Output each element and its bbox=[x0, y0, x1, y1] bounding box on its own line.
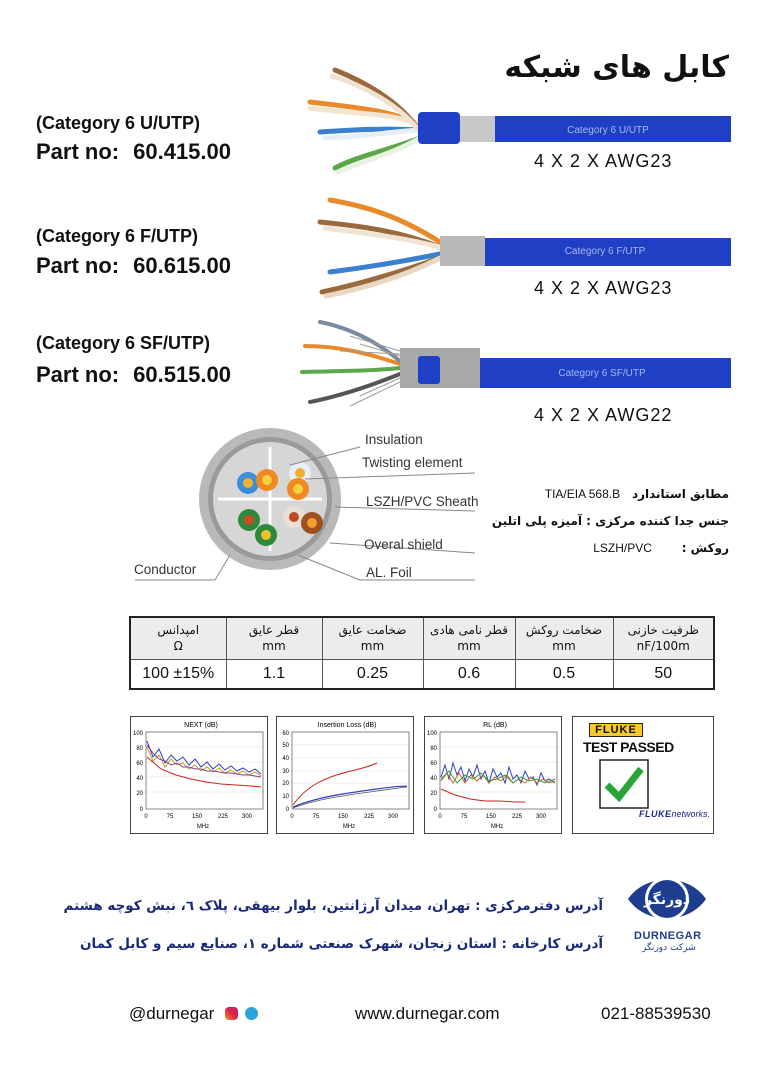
cable-2-image bbox=[290, 192, 740, 302]
address-office: آدرس دفترمرکزی : تهران، میدان آرژانتین، بلوار بیهقی، پلاک ٦، نبش کوچه هشتم bbox=[63, 898, 603, 914]
graph-title: Insertion Loss (dB) bbox=[317, 722, 377, 729]
jacket-value: LSZH/PVC bbox=[593, 541, 652, 555]
checkmark-icon bbox=[599, 759, 649, 809]
svg-text:75: 75 bbox=[312, 814, 320, 820]
spec-separator: جنس جدا کننده مرکزی : آمیزه پلی اتلین bbox=[491, 514, 729, 528]
svg-text:80: 80 bbox=[136, 746, 143, 752]
social-handle-text: @durnegar bbox=[129, 1004, 215, 1023]
table-header: قطر عایق mm bbox=[226, 617, 322, 659]
table-header: امپدانس Ω bbox=[130, 617, 226, 659]
fluke-logo: FLUKE bbox=[589, 723, 643, 737]
cable-jacket-text: Category 6 F/UTP bbox=[564, 246, 646, 257]
website-link[interactable]: www.durnegar.com bbox=[355, 1004, 500, 1023]
table-cell: 100 ±15% bbox=[130, 659, 226, 689]
svg-text:225: 225 bbox=[363, 814, 375, 820]
svg-text:300: 300 bbox=[241, 814, 253, 820]
table-header: ظرفیت خازنی nF/100m bbox=[613, 617, 714, 659]
fluke-networks-logo: FLUKEnetworks. bbox=[639, 809, 711, 819]
fluke-badge bbox=[572, 716, 714, 834]
svg-text:0: 0 bbox=[290, 814, 294, 820]
label-conductor: Conductor bbox=[134, 562, 197, 577]
logo-text: دورنگر bbox=[643, 892, 691, 908]
svg-text:60: 60 bbox=[430, 761, 437, 767]
label-sheath: LSZH/PVC Sheath bbox=[366, 494, 479, 509]
spec-jacket bbox=[593, 541, 729, 555]
standard-value: TIA/EIA 568.B bbox=[544, 487, 621, 501]
cable-3-part bbox=[36, 362, 231, 388]
part-label: Part no: bbox=[36, 253, 120, 278]
table-cell: 50 bbox=[613, 659, 714, 689]
svg-text:40: 40 bbox=[282, 756, 289, 762]
table-cell: 0.25 bbox=[322, 659, 423, 689]
svg-text:0: 0 bbox=[438, 814, 442, 820]
svg-text:150: 150 bbox=[337, 814, 349, 820]
part-number: 60.615.00 bbox=[133, 253, 231, 278]
part-label: Part no: bbox=[36, 362, 120, 387]
svg-text:MHz: MHz bbox=[342, 824, 356, 830]
page-title: کابل های شبکه bbox=[504, 50, 729, 85]
svg-text:20: 20 bbox=[430, 791, 437, 797]
svg-text:0: 0 bbox=[433, 807, 437, 813]
svg-text:150: 150 bbox=[485, 814, 497, 820]
standard-label: مطابق استاندارد bbox=[631, 487, 729, 501]
cable-1-part bbox=[36, 139, 231, 165]
graph-title: RL (dB) bbox=[483, 722, 507, 729]
svg-text:100: 100 bbox=[426, 731, 437, 737]
svg-text:MHz: MHz bbox=[490, 824, 504, 830]
svg-text:0: 0 bbox=[285, 807, 289, 813]
label-insulation: Insulation bbox=[365, 432, 423, 447]
parameter-table bbox=[129, 616, 715, 690]
svg-text:40: 40 bbox=[430, 776, 437, 782]
part-number: 60.415.00 bbox=[133, 139, 231, 164]
cable-3-image bbox=[290, 316, 740, 416]
svg-text:225: 225 bbox=[217, 814, 229, 820]
svg-text:0: 0 bbox=[139, 807, 143, 813]
cable-jacket-text: Category 6 U/UTP bbox=[567, 125, 649, 136]
svg-text:75: 75 bbox=[166, 814, 174, 820]
table-cell: 0.5 bbox=[515, 659, 613, 689]
svg-text:80: 80 bbox=[430, 746, 437, 752]
insertion-loss-graph bbox=[276, 716, 414, 834]
svg-text:150: 150 bbox=[191, 814, 203, 820]
instagram-icon bbox=[225, 1007, 238, 1020]
graph-title: NEXT (dB) bbox=[184, 722, 218, 729]
svg-text:50: 50 bbox=[282, 743, 289, 749]
svg-text:20: 20 bbox=[136, 791, 143, 797]
table-row bbox=[130, 659, 714, 689]
label-foil: AL. Foil bbox=[366, 565, 412, 580]
cable-2-category: (Category 6 F/UTP) bbox=[36, 226, 199, 246]
durnegar-logo-icon bbox=[626, 868, 708, 930]
svg-text:20: 20 bbox=[282, 781, 289, 787]
social-handle[interactable] bbox=[129, 1004, 258, 1024]
svg-text:0: 0 bbox=[144, 814, 148, 820]
cable-3-category: (Category 6 SF/UTP) bbox=[36, 333, 211, 353]
jacket-label: روکش : bbox=[681, 541, 729, 555]
telegram-icon bbox=[245, 1007, 258, 1020]
svg-text:75: 75 bbox=[460, 814, 468, 820]
part-number: 60.515.00 bbox=[133, 362, 231, 387]
svg-text:60: 60 bbox=[282, 731, 289, 737]
address-factory: آدرس کارخانه : استان زنجان، شهرک صنعتی شماره ۱، صنایع سیم و کابل کمان bbox=[80, 936, 603, 952]
svg-text:10: 10 bbox=[282, 794, 289, 800]
svg-text:100: 100 bbox=[132, 731, 143, 737]
spec-standard bbox=[545, 487, 729, 501]
svg-text:300: 300 bbox=[387, 814, 399, 820]
cable-2-part bbox=[36, 253, 231, 279]
cable-1-category: (Category 6 U/UTP) bbox=[36, 113, 201, 133]
return-loss-graph bbox=[424, 716, 562, 834]
svg-text:30: 30 bbox=[282, 769, 289, 775]
part-label: Part no: bbox=[36, 139, 120, 164]
cable-1-awg: 4 X 2 X AWG23 bbox=[534, 151, 673, 171]
cable-2-awg: 4 X 2 X AWG23 bbox=[534, 278, 673, 298]
svg-text:225: 225 bbox=[511, 814, 523, 820]
svg-text:300: 300 bbox=[535, 814, 547, 820]
svg-text:60: 60 bbox=[136, 761, 143, 767]
svg-text:40: 40 bbox=[136, 776, 143, 782]
label-shield: Overal shield bbox=[364, 537, 443, 552]
cable-1-image bbox=[290, 60, 740, 180]
company-name: DURNEGAR bbox=[634, 930, 702, 942]
table-cell: 1.1 bbox=[226, 659, 322, 689]
table-cell: 0.6 bbox=[423, 659, 515, 689]
label-twisting: Twisting element bbox=[362, 455, 463, 470]
company-name-fa: شرکت دورنگر bbox=[642, 943, 696, 953]
cable-jacket-text: Category 6 SF/UTP bbox=[558, 368, 646, 379]
svg-text:MHz: MHz bbox=[196, 824, 210, 830]
table-header: قطر نامی هادی mm bbox=[423, 617, 515, 659]
table-header: ضخامت عایق mm bbox=[322, 617, 423, 659]
table-header: ضخامت روکش mm bbox=[515, 617, 613, 659]
phone-number: 021-88539530 bbox=[601, 1004, 711, 1023]
table-header-row bbox=[130, 617, 714, 659]
cable-3-awg: 4 X 2 X AWG22 bbox=[534, 405, 673, 425]
next-graph bbox=[130, 716, 268, 834]
test-passed-label: TEST PASSED bbox=[583, 739, 674, 755]
